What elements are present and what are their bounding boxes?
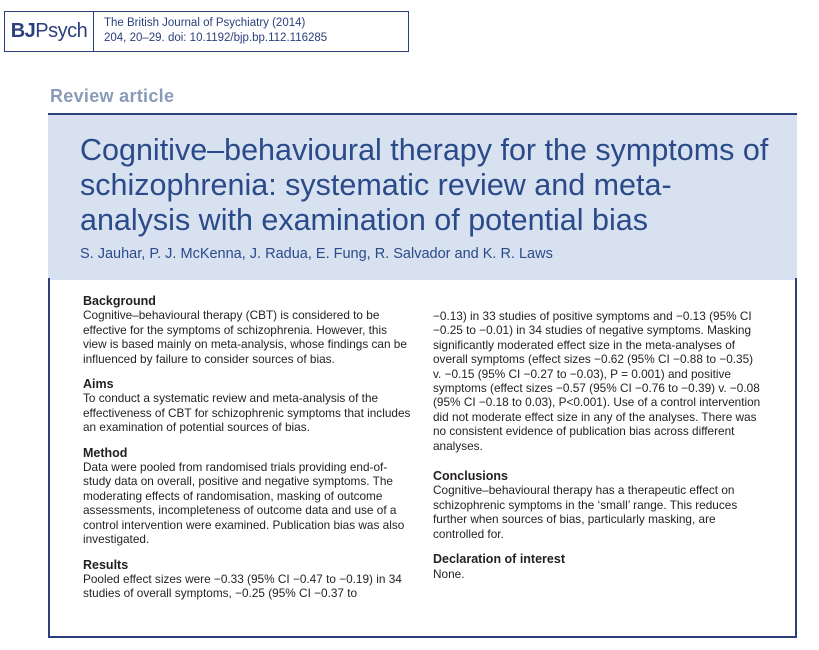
method-heading: Method <box>83 445 128 460</box>
title-band <box>48 113 797 280</box>
aims-heading: Aims <box>83 377 114 392</box>
method-text: Data were pooled from randomised trials providing end-of-study data on overall, positive and negative symptoms. The moderating effects of randomisation, masking of outcome assessments, incompleteness of outcome data and use of a control intervention were examined. Publication bias was also investigated. <box>83 460 405 547</box>
aims-text: To conduct a systematic review and meta-analysis of the effectiveness of CBT for schizophrenic symptoms that includes an examination of potential sources of bias. <box>83 391 411 435</box>
results-text-part1: Pooled effect sizes were −0.33 (95% CI −0.47 to −0.19) in 34 studies of overall symptoms, −0.25 (95% CI −0.37 to <box>83 571 402 601</box>
article-title: Cognitive–behavioural therapy for the symptoms of schizophrenia: systematic review and meta-analysis with examination of potential bias <box>80 133 769 237</box>
section-label: Review article <box>50 86 175 106</box>
logo-psych: Psych <box>35 20 88 42</box>
results-heading: Results <box>83 557 129 572</box>
declaration-heading: Declaration of interest <box>433 552 565 567</box>
background-text: Cognitive–behavioural therapy (CBT) is considered to be effective for the symptoms of schizophrenia. However, this view is based mainly on meta-analysis, whose findings can be influenced by failure to consider sources of bias. <box>83 308 407 366</box>
bjpsych-logo[interactable] <box>5 12 94 51</box>
abstract-left-column <box>83 294 413 601</box>
abstract <box>48 278 797 638</box>
conclusions-text: Cognitive–behavioural therapy has a therapeutic effect on schizophrenic symptoms in the ‘small’ range. This reduces further when sources of bias, particularly masking, are controlled for. <box>433 483 738 541</box>
abstract-right-column <box>433 309 763 581</box>
conclusions-heading: Conclusions <box>433 469 509 484</box>
journal-header <box>4 11 409 52</box>
declaration-text: None. <box>433 566 465 581</box>
citation-line-2: 204, 20–29. doi: 10.1192/bjp.bp.112.116285 <box>104 32 328 44</box>
logo-bj: BJ <box>10 20 36 42</box>
article-authors: S. Jauhar, P. J. McKenna, J. Radua, E. Fung, R. Salvador and K. R. Laws <box>80 246 553 262</box>
citation-line-1: The British Journal of Psychiatry (2014) <box>104 17 306 29</box>
citation <box>94 12 327 51</box>
results-text-part2: −0.13) in 33 studies of positive symptoms and −0.13 (95% CI −0.25 to −0.01) in 34 studies of negative symptoms. Masking significantly moderated effect size in the meta-analyses of overall symptoms (effect sizes −0.62 (95% CI −0.88 to −0.35) v. −0.15 (95% CI −0.27 to −0.03), P = 0.001) and positive symptoms (effect sizes −0.57 (95% CI −0.76 to −0.39) v. −0.08 (95% CI −0.18 to 0.03), P<0.001). Use of a control intervention did not moderate effect size in any of the analyses. There was no consistent evidence of publication bias across different analyses. <box>433 309 761 453</box>
background-heading: Background <box>83 294 156 308</box>
